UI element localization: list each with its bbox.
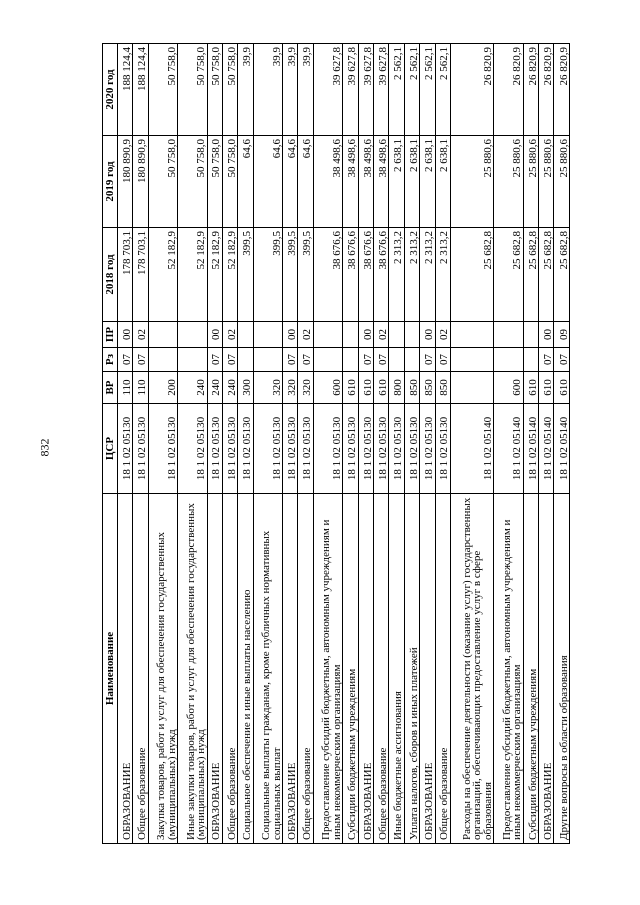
cell-y2018: 399,5 bbox=[298, 228, 313, 322]
cell-y2020: 39 627,8 bbox=[343, 44, 358, 136]
cell-csr: 18 1 02 05130 bbox=[207, 404, 222, 494]
table-row bbox=[178, 44, 207, 844]
cell-csr: 18 1 02 05130 bbox=[435, 404, 450, 494]
cell-pr bbox=[389, 322, 404, 348]
cell-y2018: 2 313,2 bbox=[435, 228, 450, 322]
cell-csr: 18 1 02 05140 bbox=[494, 404, 523, 494]
table-body bbox=[118, 44, 570, 844]
table-header-row bbox=[103, 44, 118, 844]
cell-csr: 18 1 02 05130 bbox=[178, 404, 207, 494]
cell-pr: 00 bbox=[207, 322, 222, 348]
cell-rz: 07 bbox=[374, 348, 389, 372]
table-row bbox=[253, 44, 282, 844]
cell-y2019: 50 758,0 bbox=[178, 136, 207, 228]
cell-csr: 18 1 02 05130 bbox=[118, 404, 133, 494]
cell-csr: 18 1 02 05140 bbox=[523, 404, 538, 494]
cell-vr: 610 bbox=[523, 372, 538, 404]
cell-pr: 02 bbox=[435, 322, 450, 348]
table-row bbox=[283, 44, 298, 844]
cell-csr: 18 1 02 05130 bbox=[148, 404, 177, 494]
cell-rz bbox=[494, 348, 523, 372]
cell-pr bbox=[313, 322, 342, 348]
cell-rz bbox=[313, 348, 342, 372]
cell-name: Иные бюджетные ассигнования bbox=[389, 494, 404, 844]
table-row bbox=[222, 44, 237, 844]
cell-rz bbox=[178, 348, 207, 372]
cell-y2020: 39,9 bbox=[283, 44, 298, 136]
cell-rz: 07 bbox=[133, 348, 148, 372]
cell-vr: 850 bbox=[435, 372, 450, 404]
page-number: 832 bbox=[37, 438, 52, 457]
cell-pr: 00 bbox=[539, 322, 554, 348]
cell-csr: 18 1 02 05130 bbox=[298, 404, 313, 494]
cell-name: Уплата налогов, сборов и иных платежей bbox=[404, 494, 419, 844]
cell-y2020: 50 758,0 bbox=[222, 44, 237, 136]
cell-csr: 18 1 02 05140 bbox=[539, 404, 554, 494]
cell-name: Субсидии бюджетным учреждениям bbox=[523, 494, 538, 844]
table-row bbox=[343, 44, 358, 844]
cell-vr: 610 bbox=[554, 372, 570, 404]
cell-y2020: 50 758,0 bbox=[207, 44, 222, 136]
cell-csr: 18 1 02 05130 bbox=[389, 404, 404, 494]
cell-pr bbox=[253, 322, 282, 348]
cell-csr: 18 1 02 05130 bbox=[313, 404, 342, 494]
cell-rz: 07 bbox=[298, 348, 313, 372]
cell-y2020: 39,9 bbox=[298, 44, 313, 136]
cell-name: Общее образование bbox=[298, 494, 313, 844]
table-row bbox=[118, 44, 133, 844]
cell-name: Другие вопросы в области образования bbox=[554, 494, 570, 844]
table-row bbox=[148, 44, 177, 844]
cell-name: ОБРАЗОВАНИЕ bbox=[283, 494, 298, 844]
cell-name: ОБРАЗОВАНИЕ bbox=[539, 494, 554, 844]
table-row bbox=[313, 44, 342, 844]
cell-csr: 18 1 02 05130 bbox=[374, 404, 389, 494]
cell-rz bbox=[148, 348, 177, 372]
cell-rz bbox=[253, 348, 282, 372]
column-header-pr: ПР bbox=[103, 322, 118, 348]
cell-vr: 610 bbox=[358, 372, 373, 404]
column-header-name: Наименование bbox=[103, 494, 118, 844]
cell-y2019: 38 498,6 bbox=[313, 136, 342, 228]
cell-name: Предоставление субсидий бюджетным, автономным учреждениям и иным некоммерческим организациям bbox=[494, 494, 523, 844]
cell-pr: 09 bbox=[554, 322, 570, 348]
cell-y2019: 2 638,1 bbox=[389, 136, 404, 228]
cell-name: Общее образование bbox=[435, 494, 450, 844]
cell-y2020: 39,9 bbox=[253, 44, 282, 136]
cell-y2019: 64,6 bbox=[238, 136, 253, 228]
cell-name: ОБРАЗОВАНИЕ bbox=[118, 494, 133, 844]
cell-y2020: 26 820,9 bbox=[523, 44, 538, 136]
cell-pr: 00 bbox=[118, 322, 133, 348]
cell-csr: 18 1 02 05130 bbox=[358, 404, 373, 494]
cell-pr: 00 bbox=[283, 322, 298, 348]
cell-y2020: 2 562,1 bbox=[404, 44, 419, 136]
cell-y2018: 399,5 bbox=[283, 228, 298, 322]
table-row bbox=[133, 44, 148, 844]
cell-y2019: 2 638,1 bbox=[435, 136, 450, 228]
cell-vr: 600 bbox=[313, 372, 342, 404]
cell-y2018: 25 682,8 bbox=[523, 228, 538, 322]
cell-y2019: 64,6 bbox=[253, 136, 282, 228]
cell-vr: 240 bbox=[207, 372, 222, 404]
cell-name: Социальные выплаты гражданам, кроме публичных нормативных социальных выплат bbox=[253, 494, 282, 844]
cell-name: Общее образование bbox=[374, 494, 389, 844]
cell-vr: 240 bbox=[222, 372, 237, 404]
cell-vr: 610 bbox=[374, 372, 389, 404]
column-header-rz: Рз bbox=[103, 348, 118, 372]
cell-y2019: 38 498,6 bbox=[343, 136, 358, 228]
cell-vr: 110 bbox=[118, 372, 133, 404]
cell-y2019: 25 880,6 bbox=[494, 136, 523, 228]
cell-name: Предоставление субсидий бюджетным, автономным учреждениям и иным некоммерческим организациям bbox=[313, 494, 342, 844]
table-row bbox=[554, 44, 570, 844]
table-row bbox=[523, 44, 538, 844]
cell-y2018: 38 676,6 bbox=[374, 228, 389, 322]
cell-pr bbox=[148, 322, 177, 348]
cell-pr: 02 bbox=[374, 322, 389, 348]
cell-rz bbox=[389, 348, 404, 372]
cell-name: ОБРАЗОВАНИЕ bbox=[420, 494, 435, 844]
cell-vr: 800 bbox=[389, 372, 404, 404]
cell-csr: 18 1 02 05130 bbox=[222, 404, 237, 494]
cell-name: Общее образование bbox=[222, 494, 237, 844]
table-row bbox=[389, 44, 404, 844]
column-header-csr: ЦСР bbox=[103, 404, 118, 494]
cell-pr: 00 bbox=[420, 322, 435, 348]
cell-y2020: 2 562,1 bbox=[420, 44, 435, 136]
cell-y2019: 25 880,6 bbox=[554, 136, 570, 228]
cell-y2020: 188 124,4 bbox=[133, 44, 148, 136]
cell-y2018: 2 313,2 bbox=[420, 228, 435, 322]
cell-name: Закупка товаров, работ и услуг для обеспечения государственных (муниципальных) нужд bbox=[148, 494, 177, 844]
cell-rz: 07 bbox=[554, 348, 570, 372]
cell-vr: 110 bbox=[133, 372, 148, 404]
cell-csr: 18 1 02 05140 bbox=[450, 404, 493, 494]
table-row bbox=[358, 44, 373, 844]
cell-y2018: 399,5 bbox=[238, 228, 253, 322]
cell-pr bbox=[494, 322, 523, 348]
cell-vr: 300 bbox=[238, 372, 253, 404]
cell-rz bbox=[450, 348, 493, 372]
cell-pr bbox=[523, 322, 538, 348]
cell-vr: 610 bbox=[539, 372, 554, 404]
cell-csr: 18 1 02 05130 bbox=[404, 404, 419, 494]
cell-y2018: 52 182,9 bbox=[222, 228, 237, 322]
cell-pr: 02 bbox=[133, 322, 148, 348]
cell-rz: 07 bbox=[435, 348, 450, 372]
cell-vr: 240 bbox=[178, 372, 207, 404]
table-row bbox=[450, 44, 493, 844]
cell-rz: 07 bbox=[539, 348, 554, 372]
cell-y2020: 188 124,4 bbox=[118, 44, 133, 136]
cell-name: Социальное обеспечение и иные выплаты населению bbox=[238, 494, 253, 844]
table-row bbox=[539, 44, 554, 844]
column-header-y2018: 2018 год bbox=[103, 228, 118, 322]
cell-y2019: 25 880,6 bbox=[450, 136, 493, 228]
cell-vr: 320 bbox=[298, 372, 313, 404]
cell-y2019: 38 498,6 bbox=[374, 136, 389, 228]
cell-rz bbox=[523, 348, 538, 372]
cell-y2018: 52 182,9 bbox=[207, 228, 222, 322]
cell-rz: 07 bbox=[222, 348, 237, 372]
cell-y2018: 2 313,2 bbox=[404, 228, 419, 322]
cell-y2018: 25 682,8 bbox=[554, 228, 570, 322]
table-row bbox=[238, 44, 253, 844]
column-header-y2020: 2020 год bbox=[103, 44, 118, 136]
cell-y2018: 2 313,2 bbox=[389, 228, 404, 322]
budget-table bbox=[102, 43, 570, 844]
cell-vr: 600 bbox=[494, 372, 523, 404]
cell-name: Иные закупки товаров, работ и услуг для обеспечения государственных (муниципальных) нужд bbox=[178, 494, 207, 844]
cell-csr: 18 1 02 05130 bbox=[133, 404, 148, 494]
cell-pr bbox=[450, 322, 493, 348]
cell-y2020: 39 627,8 bbox=[313, 44, 342, 136]
table-row bbox=[207, 44, 222, 844]
cell-csr: 18 1 02 05130 bbox=[283, 404, 298, 494]
cell-csr: 18 1 02 05130 bbox=[238, 404, 253, 494]
table-row bbox=[420, 44, 435, 844]
cell-pr: 02 bbox=[298, 322, 313, 348]
cell-pr: 02 bbox=[222, 322, 237, 348]
cell-rz: 07 bbox=[420, 348, 435, 372]
cell-name: Общее образование bbox=[133, 494, 148, 844]
cell-y2019: 25 880,6 bbox=[523, 136, 538, 228]
cell-vr: 850 bbox=[404, 372, 419, 404]
cell-rz bbox=[343, 348, 358, 372]
cell-y2019: 180 890,9 bbox=[133, 136, 148, 228]
cell-y2018: 52 182,9 bbox=[178, 228, 207, 322]
cell-y2020: 2 562,1 bbox=[389, 44, 404, 136]
cell-y2018: 52 182,9 bbox=[148, 228, 177, 322]
cell-name: ОБРАЗОВАНИЕ bbox=[358, 494, 373, 844]
cell-y2019: 2 638,1 bbox=[404, 136, 419, 228]
cell-rz: 07 bbox=[207, 348, 222, 372]
cell-vr: 320 bbox=[283, 372, 298, 404]
cell-name: Субсидии бюджетным учреждениям bbox=[343, 494, 358, 844]
cell-rz: 07 bbox=[283, 348, 298, 372]
table-row bbox=[404, 44, 419, 844]
cell-y2020: 50 758,0 bbox=[148, 44, 177, 136]
cell-y2019: 50 758,0 bbox=[207, 136, 222, 228]
cell-vr: 320 bbox=[253, 372, 282, 404]
cell-y2018: 178 703,1 bbox=[133, 228, 148, 322]
rotated-table-container bbox=[102, 44, 570, 844]
cell-csr: 18 1 02 05130 bbox=[253, 404, 282, 494]
cell-vr bbox=[450, 372, 493, 404]
cell-vr: 610 bbox=[343, 372, 358, 404]
cell-y2020: 26 820,9 bbox=[554, 44, 570, 136]
cell-rz bbox=[404, 348, 419, 372]
cell-csr: 18 1 02 05130 bbox=[343, 404, 358, 494]
cell-vr: 850 bbox=[420, 372, 435, 404]
cell-name: Расходы на обеспечение деятельности (оказание услуг) государственных организаций, обеспечивающих предоставление услуг в сфере образования bbox=[450, 494, 493, 844]
cell-y2020: 50 758,0 bbox=[178, 44, 207, 136]
table-row bbox=[435, 44, 450, 844]
cell-y2018: 25 682,8 bbox=[450, 228, 493, 322]
cell-csr: 18 1 02 05140 bbox=[554, 404, 570, 494]
cell-rz bbox=[238, 348, 253, 372]
cell-y2019: 25 880,6 bbox=[539, 136, 554, 228]
cell-pr bbox=[404, 322, 419, 348]
cell-y2018: 25 682,8 bbox=[494, 228, 523, 322]
cell-y2018: 399,5 bbox=[253, 228, 282, 322]
cell-pr bbox=[178, 322, 207, 348]
cell-y2020: 26 820,9 bbox=[539, 44, 554, 136]
cell-y2020: 39 627,8 bbox=[374, 44, 389, 136]
cell-pr bbox=[343, 322, 358, 348]
cell-y2019: 50 758,0 bbox=[222, 136, 237, 228]
cell-y2018: 25 682,8 bbox=[539, 228, 554, 322]
cell-y2018: 38 676,6 bbox=[343, 228, 358, 322]
table-row bbox=[494, 44, 523, 844]
cell-y2018: 38 676,6 bbox=[358, 228, 373, 322]
cell-y2020: 39,9 bbox=[238, 44, 253, 136]
cell-csr: 18 1 02 05130 bbox=[420, 404, 435, 494]
cell-name: ОБРАЗОВАНИЕ bbox=[207, 494, 222, 844]
cell-rz: 07 bbox=[358, 348, 373, 372]
cell-y2019: 2 638,1 bbox=[420, 136, 435, 228]
cell-y2020: 2 562,1 bbox=[435, 44, 450, 136]
cell-y2019: 64,6 bbox=[298, 136, 313, 228]
table-row bbox=[298, 44, 313, 844]
cell-y2020: 26 820,9 bbox=[450, 44, 493, 136]
column-header-y2019: 2019 год bbox=[103, 136, 118, 228]
column-header-vr: ВР bbox=[103, 372, 118, 404]
cell-y2020: 26 820,9 bbox=[494, 44, 523, 136]
cell-pr bbox=[238, 322, 253, 348]
cell-pr: 00 bbox=[358, 322, 373, 348]
cell-y2018: 38 676,6 bbox=[313, 228, 342, 322]
cell-y2019: 64,6 bbox=[283, 136, 298, 228]
table-row bbox=[374, 44, 389, 844]
cell-y2019: 180 890,9 bbox=[118, 136, 133, 228]
cell-y2019: 38 498,6 bbox=[358, 136, 373, 228]
cell-rz: 07 bbox=[118, 348, 133, 372]
cell-vr: 200 bbox=[148, 372, 177, 404]
cell-y2020: 39 627,8 bbox=[358, 44, 373, 136]
cell-y2018: 178 703,1 bbox=[118, 228, 133, 322]
cell-y2019: 50 758,0 bbox=[148, 136, 177, 228]
